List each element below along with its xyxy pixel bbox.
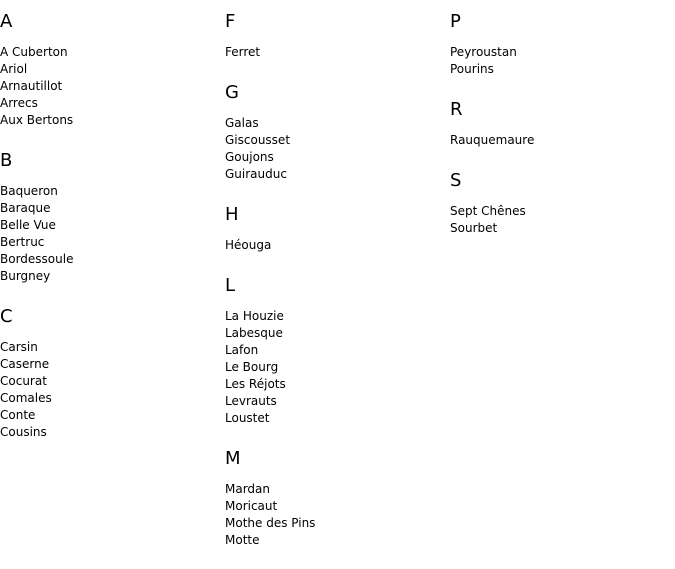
letter-heading: M (225, 448, 241, 469)
place-link[interactable]: Arnautillot (0, 79, 63, 93)
place-link[interactable]: Galas (225, 116, 259, 130)
place-link[interactable]: Loustet (225, 411, 270, 425)
place-link[interactable]: Bordessoule (0, 252, 74, 266)
place-list (0, 339, 220, 441)
place-link[interactable]: A Cuberton (0, 45, 68, 59)
index-column-2 (225, 10, 445, 569)
letter-heading: S (450, 170, 462, 191)
place-link[interactable]: Mothe des Pins (225, 516, 316, 530)
place-link[interactable]: La Houzie (225, 309, 284, 323)
letter-heading: G (225, 82, 239, 103)
place-link[interactable]: Burgney (0, 269, 51, 283)
letter-heading: F (225, 11, 236, 32)
place-link[interactable]: Peyroustan (450, 45, 517, 59)
letter-group (225, 81, 445, 183)
place-link[interactable]: Héouga (225, 238, 272, 252)
index-column-1 (0, 10, 220, 461)
index-column-3 (450, 10, 670, 257)
letter-heading: C (0, 306, 13, 327)
place-link[interactable]: Moricaut (225, 499, 278, 513)
place-link[interactable]: Rauquemaure (450, 133, 535, 147)
letter-group (225, 10, 445, 61)
place-link[interactable]: Carsin (0, 340, 38, 354)
place-link[interactable]: Ariol (0, 62, 28, 76)
letter-group (450, 10, 670, 78)
letter-group (450, 98, 670, 149)
letter-group (225, 203, 445, 254)
place-link[interactable]: Baraque (0, 201, 51, 215)
place-list (450, 132, 670, 149)
place-link[interactable]: Ferret (225, 45, 261, 59)
place-list (225, 237, 445, 254)
letter-group (225, 447, 445, 549)
place-list (225, 481, 445, 549)
place-link[interactable]: Bertruc (0, 235, 45, 249)
place-link[interactable]: Le Bourg (225, 360, 279, 374)
place-link[interactable]: Mardan (225, 482, 271, 496)
place-link[interactable]: Cousins (0, 425, 47, 439)
letter-group (225, 274, 445, 427)
place-link[interactable]: Comales (0, 391, 52, 405)
place-list (225, 115, 445, 183)
place-link[interactable]: Guirauduc (225, 167, 287, 181)
place-link[interactable]: Giscousset (225, 133, 291, 147)
place-link[interactable]: Sept Chênes (450, 204, 526, 218)
letter-heading: P (450, 11, 461, 32)
place-link[interactable]: Levrauts (225, 394, 277, 408)
letter-heading: H (225, 204, 239, 225)
place-link[interactable]: Cocurat (0, 374, 47, 388)
place-list (225, 308, 445, 427)
letter-heading: B (0, 150, 13, 171)
place-list (225, 44, 445, 61)
place-link[interactable]: Pourins (450, 62, 494, 76)
place-link[interactable]: Goujons (225, 150, 274, 164)
place-link[interactable]: Baqueron (0, 184, 58, 198)
place-link[interactable]: Caserne (0, 357, 50, 371)
place-link[interactable]: Lafon (225, 343, 259, 357)
letter-heading: R (450, 99, 463, 120)
place-link[interactable]: Labesque (225, 326, 283, 340)
place-link[interactable]: Motte (225, 533, 260, 547)
place-list (450, 44, 670, 78)
place-link[interactable]: Conte (0, 408, 36, 422)
letter-group (0, 305, 220, 441)
place-list (0, 183, 220, 285)
letter-group (0, 10, 220, 129)
place-link[interactable]: Les Réjots (225, 377, 286, 391)
letter-heading: L (225, 275, 236, 296)
place-list (0, 44, 220, 129)
place-list (450, 203, 670, 237)
place-link[interactable]: Belle Vue (0, 218, 56, 232)
letter-group (450, 169, 670, 237)
place-link[interactable]: Arrecs (0, 96, 38, 110)
letter-group (0, 149, 220, 285)
letter-heading: A (0, 11, 13, 32)
place-link[interactable]: Aux Bertons (0, 113, 74, 127)
place-link[interactable]: Sourbet (450, 221, 498, 235)
